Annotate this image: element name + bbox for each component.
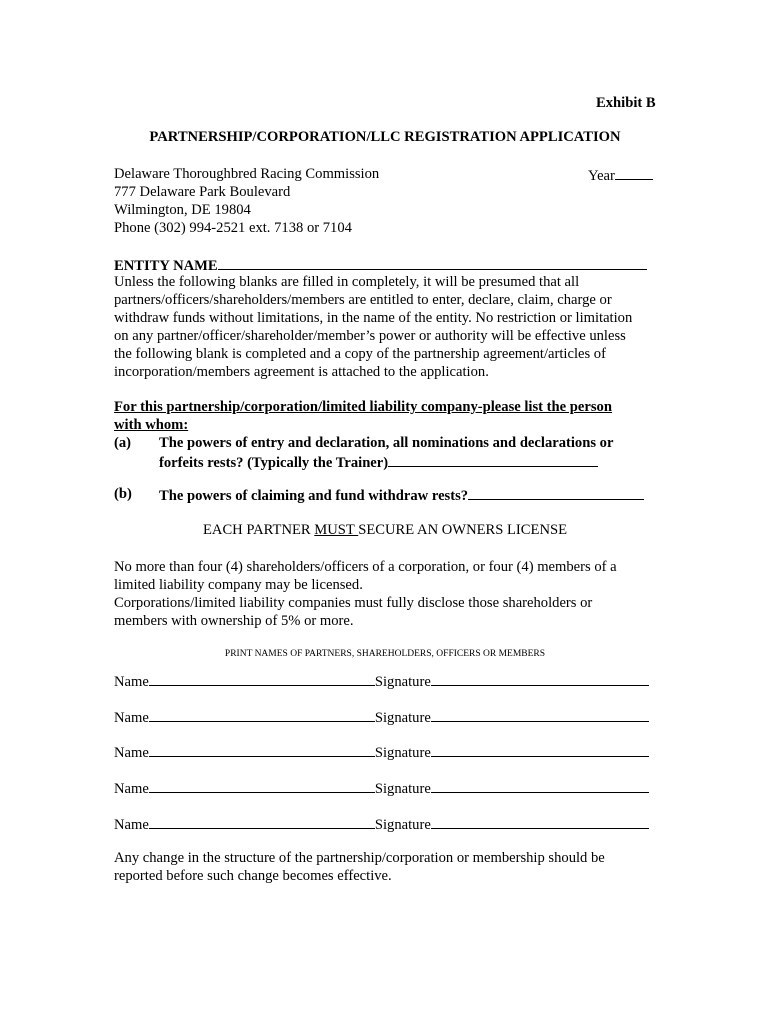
- owners-license-notice: [0, 521, 770, 539]
- signature-blank[interactable]: [431, 814, 649, 829]
- item-b-label: (b): [114, 486, 132, 502]
- name-label: Name: [114, 781, 149, 797]
- year-label: Year: [588, 168, 615, 184]
- intro-line: partners/officers/shareholders/members are entitled to enter, declare, claim, charge or: [114, 292, 612, 308]
- whom-heading-line-1: For this partnership/corporation/limited liability company-please list the person: [114, 399, 612, 415]
- name-label: Name: [114, 745, 149, 761]
- signature-blank[interactable]: [431, 671, 649, 686]
- year-field: [588, 165, 653, 185]
- exhibit-label: Exhibit B: [596, 95, 656, 111]
- signature-blank[interactable]: [431, 707, 649, 722]
- item-b-row: [114, 485, 654, 503]
- signature-row: [114, 671, 649, 691]
- item-a-row-2: [114, 452, 654, 470]
- intro-line: the following blank is completed and a copy of the partnership agreement/articles of: [114, 346, 606, 362]
- signature-blank[interactable]: [431, 778, 649, 793]
- item-a-line-2-wrap: [159, 452, 598, 472]
- name-blank[interactable]: [149, 778, 375, 793]
- signature-label: Signature: [374, 674, 431, 690]
- name-blank[interactable]: [149, 814, 375, 829]
- item-b-text: The powers of claiming and fund withdraw rests?: [159, 488, 469, 504]
- print-names-heading: PRINT NAMES OF PARTNERS, SHAREHOLDERS, OFFICERS OR MEMBERS: [224, 649, 546, 659]
- signature-row: [114, 814, 649, 834]
- limits-paragraph: [114, 558, 654, 630]
- address-line-1: Delaware Thoroughbred Racing Commission: [114, 166, 380, 182]
- item-a-row-1: [114, 434, 654, 452]
- claiming-blank[interactable]: [468, 485, 644, 500]
- signature-blank[interactable]: [431, 742, 649, 757]
- owners-must: MUST: [314, 522, 359, 538]
- limits-line: limited liability company may be licensed.: [114, 577, 363, 593]
- signature-row: [114, 742, 649, 762]
- signature-label: Signature: [374, 781, 431, 797]
- owners-suffix: SECURE AN OWNERS LICENSE: [358, 522, 568, 538]
- signature-label: Signature: [374, 710, 431, 726]
- form-title: PARTNERSHIP/CORPORATION/LLC REGISTRATION APPLICATION: [149, 129, 621, 145]
- name-label: Name: [114, 710, 149, 726]
- intro-line: on any partner/officer/shareholder/member’s power or authority will be effective unless: [114, 328, 626, 344]
- footer-line: Any change in the structure of the partnership/corporation or membership should be: [114, 850, 605, 866]
- trainer-blank[interactable]: [388, 452, 598, 467]
- name-blank[interactable]: [149, 707, 375, 722]
- item-a-label: (a): [114, 435, 132, 451]
- limits-line: members with ownership of 5% or more.: [114, 613, 354, 629]
- item-a-line-2: forfeits rests? (Typically the Trainer): [159, 455, 389, 471]
- name-blank[interactable]: [149, 742, 375, 757]
- entity-name-field: [114, 255, 647, 275]
- intro-line: incorporation/members agreement is attached to the application.: [114, 364, 489, 380]
- name-label: Name: [114, 674, 149, 690]
- signature-row: [114, 778, 649, 798]
- whom-heading-line-2: with whom:: [114, 417, 189, 433]
- item-b-text-wrap: [159, 485, 644, 505]
- whom-section: [114, 398, 654, 470]
- item-b-line: [114, 485, 654, 503]
- footer-line: reported before such change becomes effective.: [114, 868, 392, 884]
- address-line-3: Wilmington, DE 19804: [114, 202, 251, 218]
- owners-prefix: EACH PARTNER: [202, 522, 315, 538]
- limits-line: Corporations/limited liability companies must fully disclose those shareholders or: [114, 595, 593, 611]
- signature-row: [114, 707, 649, 727]
- item-a-line-1: The powers of entry and declaration, all nominations and declarations or: [159, 435, 614, 451]
- intro-line: withdraw funds without limitations, in the name of the entity. No restriction or limitation: [114, 310, 633, 326]
- footer-paragraph: [114, 849, 654, 885]
- name-label: Name: [114, 817, 149, 833]
- commission-address: [114, 165, 379, 237]
- entity-name-blank[interactable]: [218, 255, 647, 270]
- signature-label: Signature: [374, 745, 431, 761]
- intro-line: Unless the following blanks are filled in completely, it will be presumed that all: [114, 274, 580, 290]
- entity-name-label: ENTITY NAME: [114, 258, 218, 274]
- year-blank[interactable]: [615, 165, 653, 180]
- intro-paragraph: [114, 273, 654, 381]
- limits-line: No more than four (4) shareholders/officers of a corporation, or four (4) members of a: [114, 559, 617, 575]
- address-line-2: 777 Delaware Park Boulevard: [114, 184, 291, 200]
- address-line-4: Phone (302) 994-2521 ext. 7138 or 7104: [114, 220, 352, 236]
- name-blank[interactable]: [149, 671, 375, 686]
- signature-label: Signature: [374, 817, 431, 833]
